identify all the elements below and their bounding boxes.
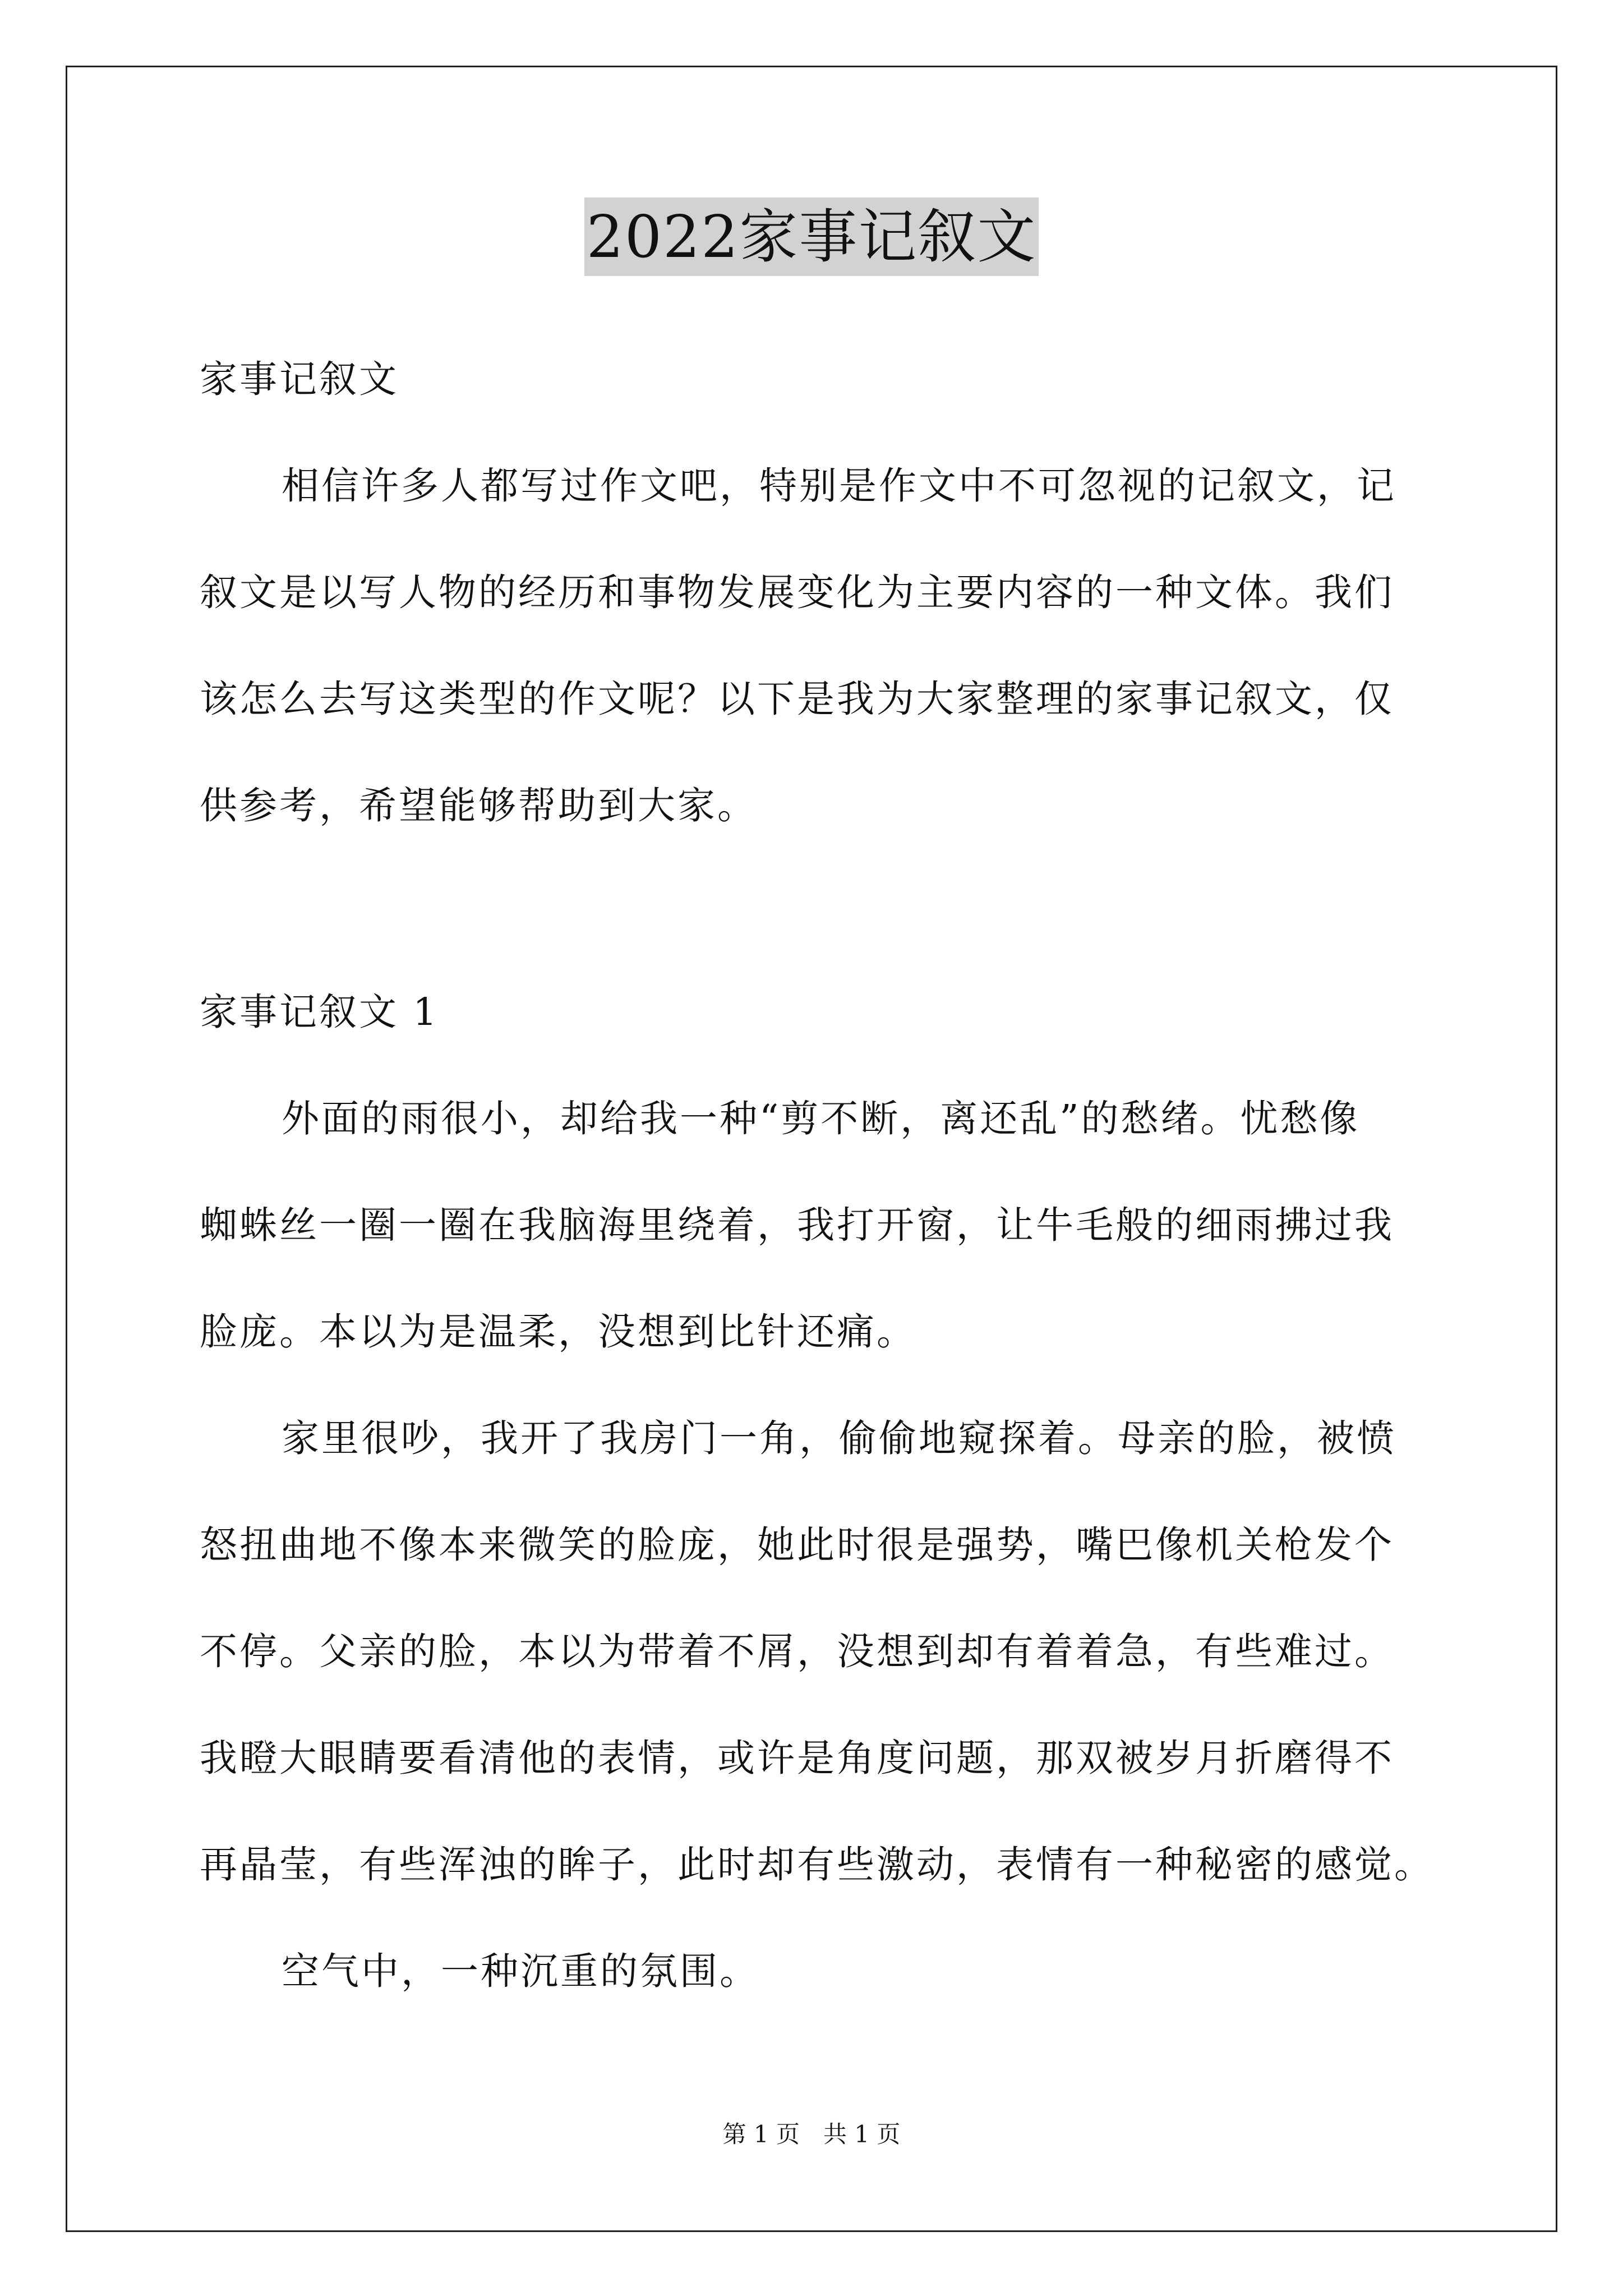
paragraph-line: 怒扭曲地不像本来微笑的脸庞，她此时很是强势，嘴巴像机关枪发个 (200, 1523, 1394, 1567)
intro-line: 该怎么去写这类型的作文呢？以下是我为大家整理的家事记叙文，仅 (200, 677, 1394, 721)
paragraph-line: 空气中，一种沉重的氛围。 (282, 1949, 759, 1993)
paragraph-line: 脸庞。本以为是温柔，没想到比针还痛。 (200, 1310, 916, 1354)
paragraph-line: 再晶莹，有些浑浊的眸子，此时却有些激动，表情有一种秘密的感觉。 (200, 1843, 1434, 1887)
document-title: 2022家事记叙文 (584, 197, 1039, 276)
paragraph-line: 家里很吵，我开了我房门一角，偷偷地窥探着。母亲的脸，被愤 (282, 1416, 1396, 1460)
paragraph-line: 外面的雨很小，却给我一种“剪不断，离还乱”的愁绪。忧愁像 (282, 1097, 1360, 1140)
paragraph-line: 我瞪大眼睛要看清他的表情，或许是角度问题，那双被岁月折磨得不 (200, 1736, 1394, 1780)
page-footer: 第 1 页 共 1 页 (722, 2120, 901, 2148)
intro-line: 供参考，希望能够帮助到大家。 (200, 784, 757, 827)
title-block (0, 197, 1623, 276)
intro-heading: 家事记叙文 (200, 357, 399, 401)
paragraph-line: 蜘蛛丝一圈一圈在我脑海里绕着，我打开窗，让牛毛般的细雨拂过我 (200, 1203, 1394, 1247)
paragraph-line: 不停。父亲的脸，本以为带着不屑，没想到却有着着急，有些难过。 (200, 1630, 1394, 1673)
intro-line: 叙文是以写人物的经历和事物发展变化为主要内容的一种文体。我们 (200, 570, 1394, 614)
intro-line: 相信许多人都写过作文吧，特别是作文中不可忽视的记叙文，记 (282, 464, 1396, 508)
section-heading: 家事记叙文 1 (200, 990, 439, 1034)
